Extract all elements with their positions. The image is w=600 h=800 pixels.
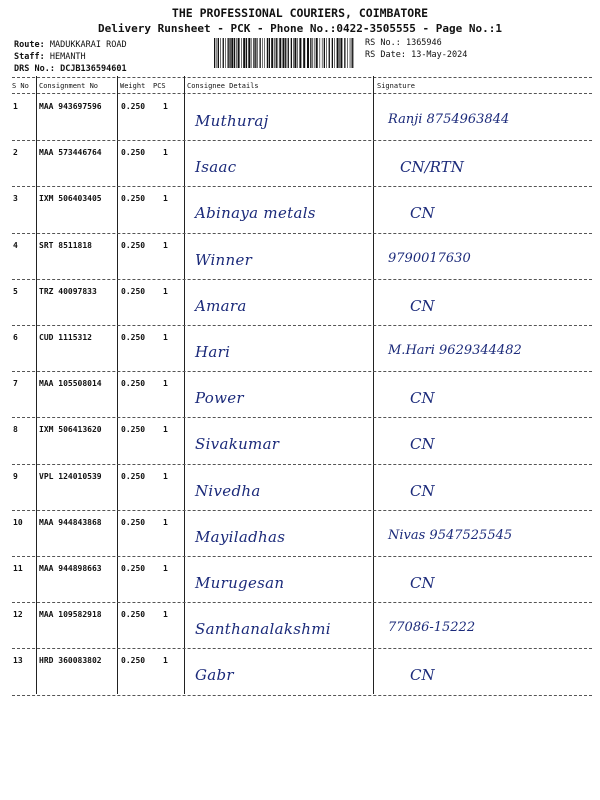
- row-consignee-handwritten: Isaac: [195, 158, 237, 177]
- row-separator: [12, 233, 592, 234]
- row-sno: 10: [13, 517, 23, 527]
- row-signature-handwritten: CN: [410, 574, 435, 592]
- row-sno: 11: [13, 564, 23, 573]
- route-label: Route:: [14, 40, 45, 50]
- row-consignment-no: IXM 506413620: [39, 425, 102, 435]
- row-consignee-handwritten: Gabr: [195, 666, 234, 685]
- row-weight: 0.250: [121, 471, 146, 481]
- row-signature-handwritten: Nivas 9547525545: [388, 527, 513, 543]
- col-pcs-header: PCS: [153, 82, 166, 90]
- barcode-bar: [234, 38, 235, 68]
- row-sno: 8: [13, 425, 18, 435]
- row-consignment-no: MAA 944898663: [39, 564, 102, 573]
- row-weight: 0.250: [121, 102, 146, 111]
- row-consignee-handwritten: Amara: [195, 296, 247, 315]
- row-signature-handwritten: CN/RTN: [400, 158, 464, 177]
- row-signature-handwritten: M.Hari 9629344482: [388, 343, 522, 358]
- barcode-bar: [278, 38, 279, 68]
- staff-label: Staff:: [14, 52, 45, 62]
- row-consignment-no: MAA 944843868: [39, 517, 102, 527]
- row-sno: 5: [13, 286, 18, 296]
- barcode-bar: [271, 38, 273, 68]
- barcode-bar: [260, 38, 261, 68]
- col-consignment-header: Consignment No: [39, 82, 99, 90]
- barcode-bar: [320, 38, 321, 68]
- row-pcs: 1: [163, 610, 168, 620]
- barcode-bar: [297, 38, 298, 68]
- row-signature-handwritten: CN: [410, 204, 435, 223]
- staff-line: [14, 52, 86, 62]
- barcode-bar: [340, 38, 342, 68]
- row-weight: 0.250: [121, 564, 146, 573]
- barcode-bar: [257, 38, 258, 68]
- barcode-bar: [310, 38, 311, 68]
- row-separator: [12, 556, 592, 557]
- barcode-bar: [218, 38, 219, 68]
- barcode-bar: [351, 38, 352, 68]
- row-consignee-handwritten: Abinaya metals: [195, 204, 316, 223]
- row-weight: 0.250: [121, 517, 146, 527]
- rs-date-value: 13-May-2024: [411, 50, 468, 60]
- row-pcs: 1: [163, 564, 168, 573]
- barcode-bar: [303, 38, 305, 68]
- header-bottom-rule: [12, 93, 592, 94]
- row-pcs: 1: [163, 286, 168, 296]
- row-separator: [12, 648, 592, 649]
- row-consignee-handwritten: Sivakumar: [195, 435, 280, 454]
- row-consignee-handwritten: Nivedha: [195, 481, 261, 500]
- row-separator: [12, 510, 592, 511]
- row-pcs: 1: [163, 656, 168, 666]
- row-consignee-handwritten: Murugesan: [195, 574, 285, 592]
- row-pcs: 1: [163, 517, 168, 527]
- barcode-bar: [279, 38, 281, 68]
- route-line: [14, 40, 127, 50]
- barcode-bar: [248, 38, 250, 68]
- row-pcs: 1: [163, 333, 168, 342]
- row-consignment-no: MAA 109582918: [39, 610, 102, 620]
- row-weight: 0.250: [121, 194, 146, 204]
- row-consignment-no: TRZ 40097833: [39, 286, 97, 296]
- row-consignment-no: MAA 943697596: [39, 102, 102, 111]
- header-top-rule: [12, 77, 592, 78]
- row-separator: [12, 464, 592, 465]
- rs-no-line: [365, 38, 442, 48]
- rs-no-value: 1365946: [405, 38, 442, 48]
- row-sno: 4: [13, 240, 18, 250]
- barcode-image: [214, 38, 354, 68]
- row-signature-handwritten: CN: [410, 389, 435, 408]
- col-sno-header: S No: [12, 82, 29, 90]
- col-signature-header: Signature: [377, 82, 415, 90]
- barcode-bar: [324, 38, 325, 68]
- barcode-bar: [293, 38, 294, 68]
- row-consignee-handwritten: Power: [195, 389, 244, 408]
- barcode-bar: [246, 38, 247, 68]
- rs-no-label: RS No.:: [365, 38, 401, 48]
- row-consignment-no: VPL 124010539: [39, 471, 102, 481]
- row-weight: 0.250: [121, 656, 146, 666]
- barcode-bar: [214, 38, 215, 68]
- barcode-bar: [225, 38, 226, 68]
- row-sno: 1: [13, 102, 18, 111]
- barcode-bar: [288, 38, 289, 68]
- barcode-bar: [251, 38, 252, 68]
- barcode-bar: [294, 38, 296, 68]
- row-weight: 0.250: [121, 610, 146, 620]
- row-signature-handwritten: CN: [410, 296, 435, 315]
- row-separator: [12, 279, 592, 280]
- barcode-bar: [291, 38, 292, 68]
- row-weight: 0.250: [121, 240, 146, 250]
- barcode-bar: [332, 38, 333, 68]
- row-consignment-no: MAA 573446764: [39, 148, 102, 158]
- row-consignee-handwritten: Hari: [195, 343, 231, 361]
- row-separator: [12, 602, 592, 603]
- row-consignee-handwritten: Mayiladhas: [195, 527, 286, 546]
- row-separator: [12, 140, 592, 141]
- barcode-bar: [344, 38, 345, 68]
- row-separator: [12, 417, 592, 418]
- row-pcs: 1: [163, 425, 168, 435]
- row-sno: 9: [13, 471, 18, 481]
- row-consignment-no: CUD 1115312: [39, 333, 92, 342]
- row-consignment-no: HRD 360083802: [39, 656, 102, 666]
- row-pcs: 1: [163, 471, 168, 481]
- row-weight: 0.250: [121, 425, 146, 435]
- col-consignee-header: Consignee Details: [187, 82, 259, 90]
- barcode-bar: [231, 38, 233, 68]
- row-pcs: 1: [163, 148, 168, 158]
- rs-date-label: RS Date:: [365, 50, 406, 60]
- row-separator: [12, 695, 592, 696]
- barcode-bar: [316, 38, 318, 68]
- barcode-bar: [334, 38, 335, 68]
- barcode-bar: [255, 38, 256, 68]
- barcode-bar: [312, 38, 313, 68]
- barcode-bar: [352, 38, 353, 68]
- row-signature-handwritten: 77086-15222: [388, 620, 476, 636]
- barcode-bar: [220, 38, 221, 68]
- barcode-bar: [253, 38, 254, 68]
- barcode-bar: [243, 38, 245, 68]
- row-pcs: 1: [163, 102, 168, 111]
- row-sno: 7: [13, 379, 18, 389]
- row-sno: 12: [13, 610, 23, 620]
- row-consignee-handwritten: Winner: [195, 250, 253, 269]
- row-signature-handwritten: 9790017630: [388, 250, 471, 266]
- drs-value: DCJB136594601: [60, 64, 127, 74]
- row-sno: 6: [13, 333, 18, 342]
- barcode-bar: [274, 38, 275, 68]
- barcode-bar: [264, 38, 265, 68]
- barcode-bar: [339, 38, 340, 68]
- barcode-bar: [217, 38, 218, 68]
- barcode-bar: [322, 38, 323, 68]
- barcode-bar: [223, 38, 224, 68]
- barcode-bar: [229, 38, 230, 68]
- row-pcs: 1: [163, 194, 168, 204]
- row-separator: [12, 325, 592, 326]
- barcode-bar: [269, 38, 270, 68]
- barcode-bar: [337, 38, 339, 68]
- route-value: MADUKKARAI ROAD: [49, 40, 127, 50]
- row-weight: 0.250: [121, 333, 146, 342]
- barcode-bar: [285, 38, 286, 68]
- barcode-bar: [241, 38, 242, 68]
- drs-line: [14, 64, 127, 74]
- barcode-bar: [326, 38, 327, 68]
- row-separator: [12, 186, 592, 187]
- row-consignee-handwritten: Santhanalakshmi: [195, 620, 331, 639]
- barcode-bar: [350, 38, 351, 68]
- company-title: THE PROFESSIONAL COURIERS, COIMBATORE: [171, 6, 429, 20]
- row-sno: 2: [13, 148, 18, 158]
- barcode-bar: [267, 38, 268, 68]
- row-pcs: 1: [163, 240, 168, 250]
- barcode-bar: [283, 38, 285, 68]
- row-sno: 3: [13, 194, 18, 204]
- row-signature-handwritten: CN: [410, 435, 435, 454]
- row-signature-handwritten: CN: [410, 666, 435, 685]
- barcode-bar: [307, 38, 309, 68]
- barcode-bar: [228, 38, 229, 68]
- runsheet-subtitle: Delivery Runsheet - PCK - Phone No.:0422-3505555 - Page No.:1: [98, 22, 502, 35]
- row-weight: 0.250: [121, 379, 146, 389]
- barcode-bar: [262, 38, 263, 68]
- row-consignment-no: IXM 506403405: [39, 194, 102, 204]
- barcode-bar: [276, 38, 277, 68]
- row-pcs: 1: [163, 379, 168, 389]
- col-weight-header: Weight: [120, 82, 146, 90]
- row-consignment-no: MAA 105508014: [39, 379, 102, 389]
- barcode-bar: [236, 38, 237, 68]
- row-consignment-no: SRT 8511818: [39, 240, 92, 250]
- rs-date-line: [365, 50, 467, 60]
- row-weight: 0.250: [121, 286, 146, 296]
- row-weight: 0.250: [121, 148, 146, 158]
- row-signature-handwritten: Ranji 8754963844: [388, 112, 510, 127]
- row-separator: [12, 371, 592, 372]
- barcode-bar: [299, 38, 301, 68]
- barcode-bar: [347, 38, 348, 68]
- barcode-bar: [314, 38, 315, 68]
- barcode-bar: [329, 38, 330, 68]
- drs-label: DRS No.:: [14, 64, 55, 74]
- barcode-bar: [238, 38, 240, 68]
- staff-value: HEMANTH: [49, 52, 86, 62]
- row-consignee-handwritten: Muthuraj: [195, 112, 269, 130]
- row-sno: 13: [13, 656, 23, 666]
- row-signature-handwritten: CN: [410, 481, 435, 500]
